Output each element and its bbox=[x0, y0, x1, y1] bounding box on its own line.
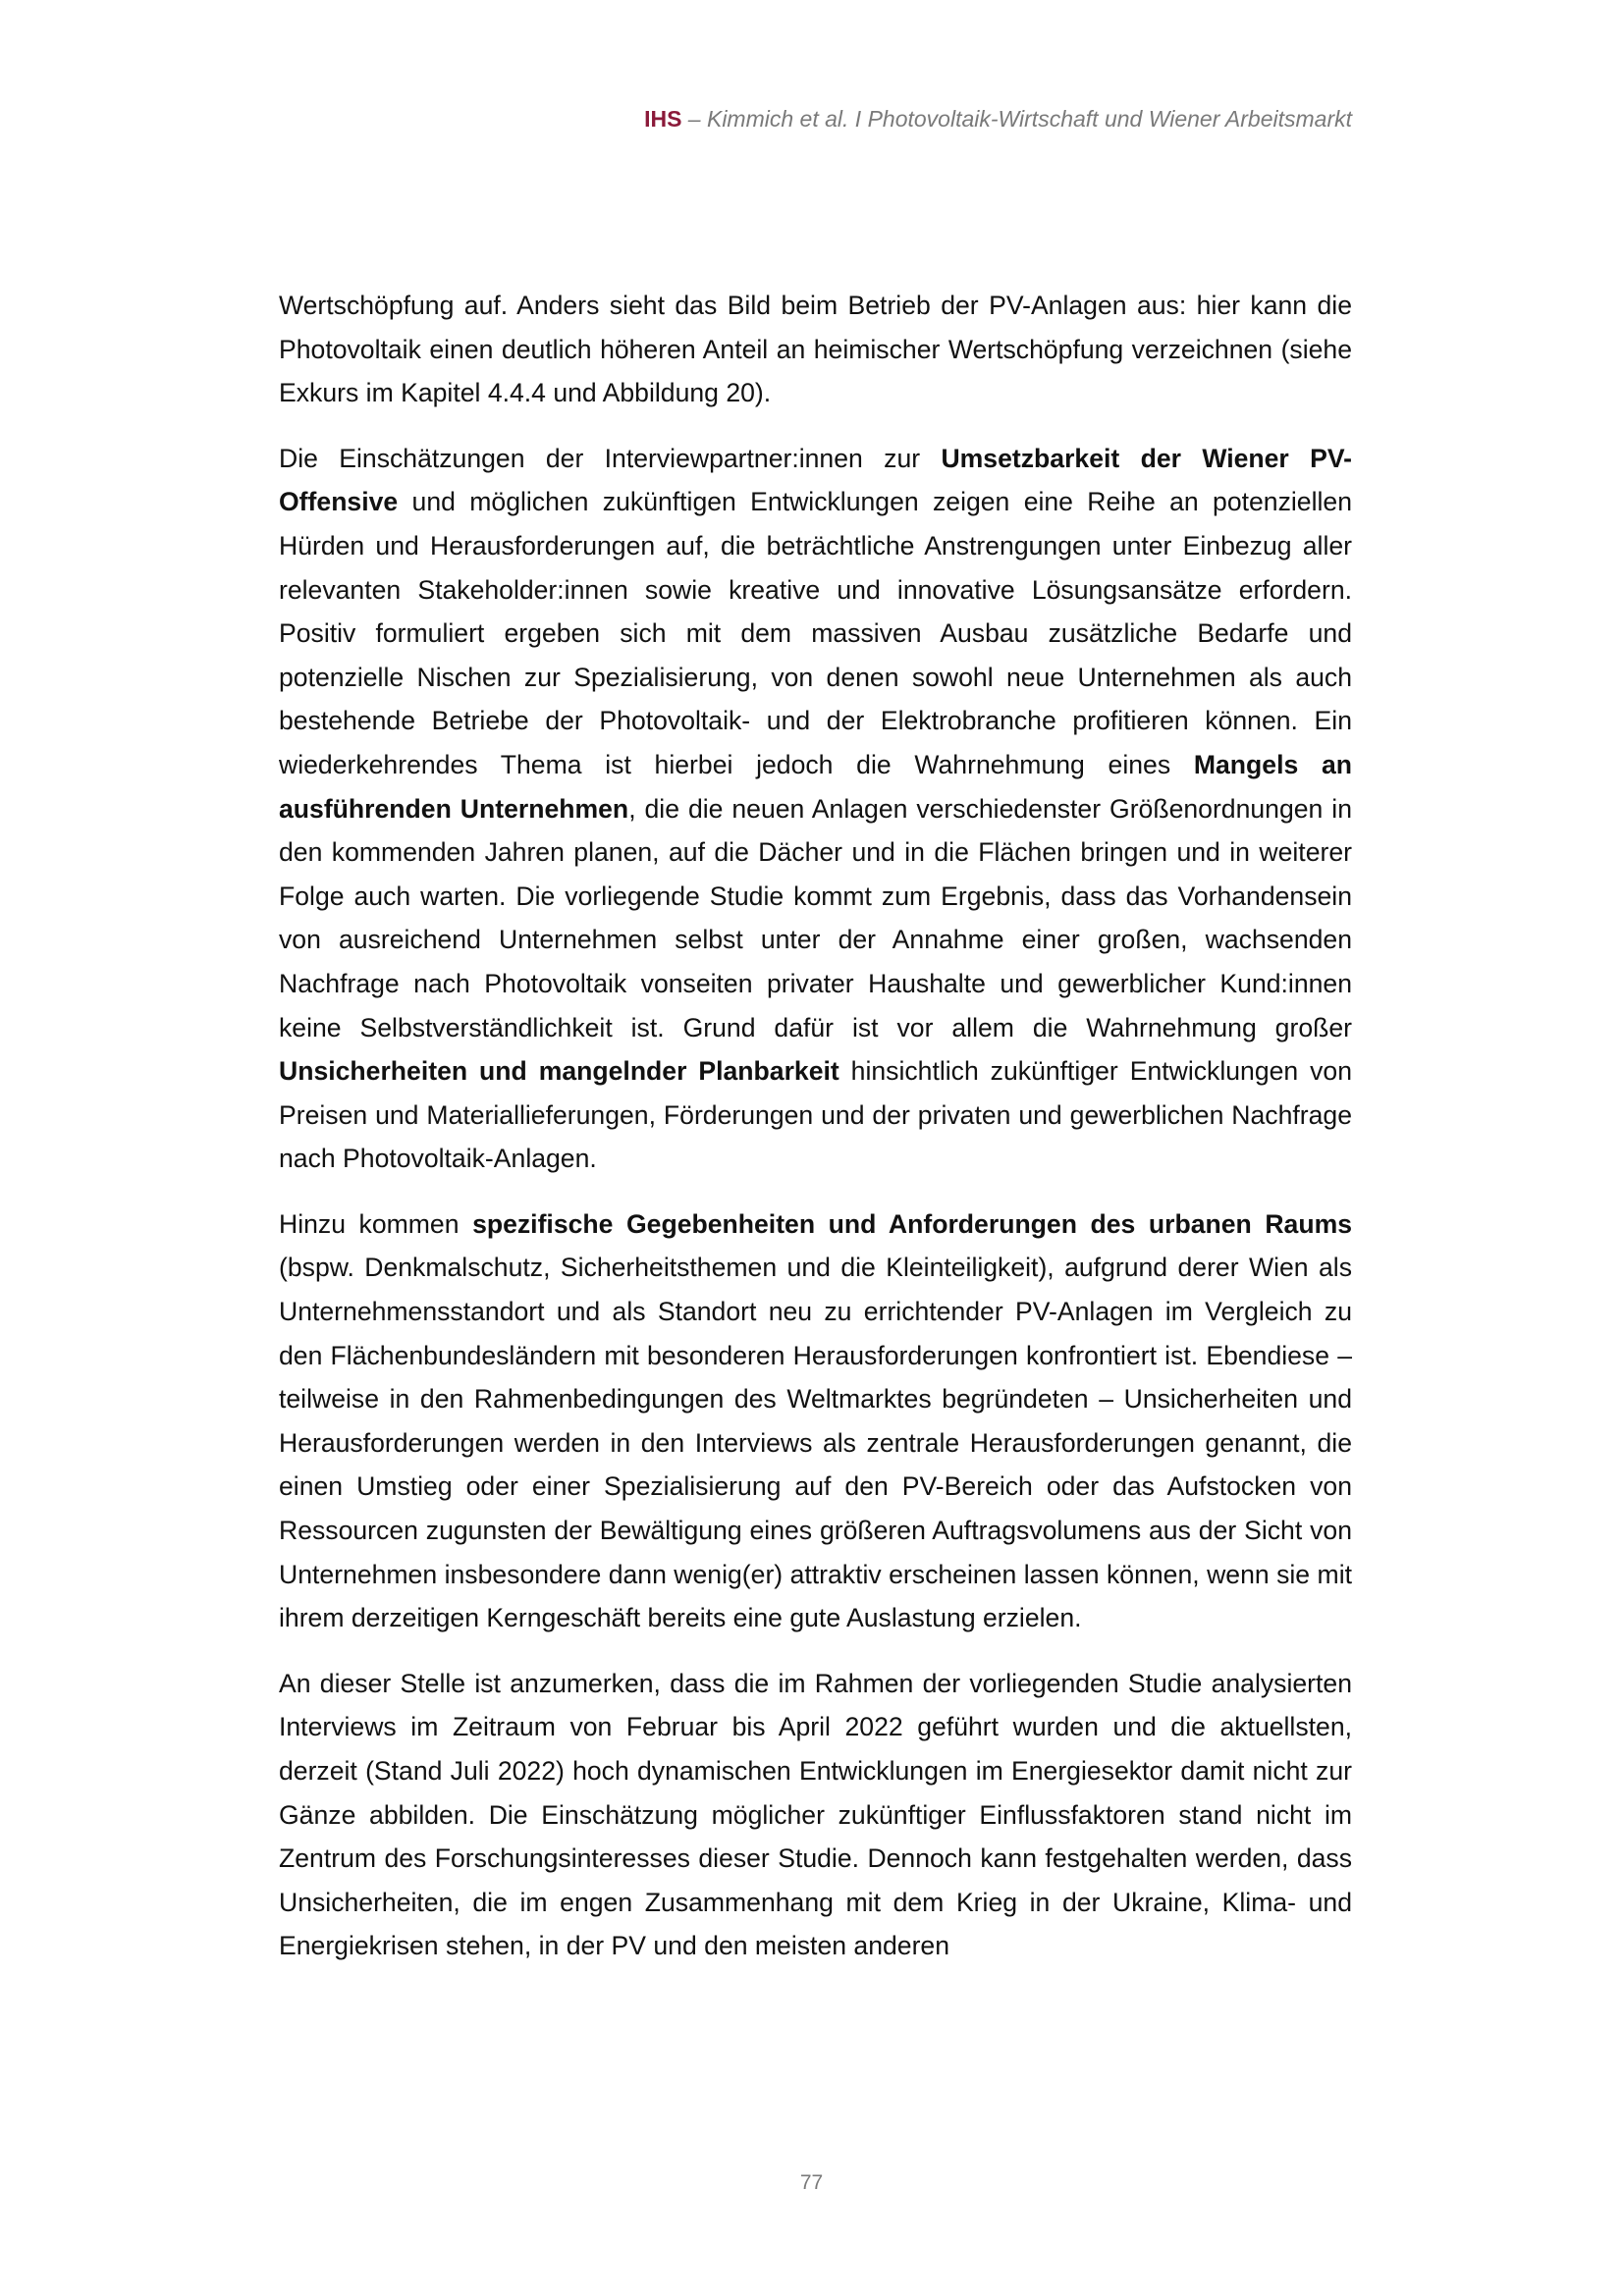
paragraph bbox=[279, 1662, 1352, 1968]
header-separator: – bbox=[681, 106, 707, 132]
running-header bbox=[644, 106, 1352, 133]
text-run: Die Einschätzungen der Interviewpartner:innen zur bbox=[279, 443, 942, 473]
page-number: 77 bbox=[799, 2171, 824, 2194]
body-text bbox=[279, 284, 1352, 1990]
emphasis-text: spezifische Gegebenheiten und Anforderungen des urbanen Raums bbox=[472, 1208, 1352, 1239]
header-citation: Kimmich et al. I Photovoltaik-Wirtschaft und Wiener Arbeitsmarkt bbox=[706, 106, 1352, 132]
emphasis-text: Mangels an ausführenden Unternehmen bbox=[279, 749, 1352, 824]
header-org: IHS bbox=[644, 106, 682, 132]
text-run: und möglichen zukünftigen Entwicklungen zeigen eine Reihe an potenziellen Hürden und Herausforderungen auf, die beträchtliche Anstrengungen unter Einbezug aller relevanten Stakeholder:innen sowie kreative und innovative Lösungsansätze erfordern. Positiv formuliert ergeben sich mit dem massiven Ausbau zusätzliche Bedarfe und potenzielle Nischen zur Spezialisierung, von denen sowohl neue Unternehmen als auch bestehende Betriebe der Photovoltaik- und der Elektrobranche profitieren können. Ein wiederkehrendes Thema ist hierbei jedoch die Wahrnehmung eines bbox=[279, 487, 1352, 779]
text-run: Hinzu kommen bbox=[279, 1208, 473, 1239]
text-run: hinsichtlich zukünftiger Entwicklungen von Preisen und Materiallieferungen, Förderungen und der privaten und gewerblichen Nachfrage nach Photovoltaik-Anlagen. bbox=[279, 1056, 1352, 1174]
paragraph bbox=[279, 437, 1352, 1181]
paragraph bbox=[279, 1202, 1352, 1640]
text-run: An dieser Stelle ist anzumerken, dass die im Rahmen der vorliegenden Studie analysierten Interviews im Zeitraum von Februar bis April 2022 geführt wurden und die aktuellsten, derzeit (Stand Juli 2022) hoch dynamischen Entwicklungen im Energiesektor damit nicht zur Gänze abbilden. Die Einschätzung möglicher zukünftiger Einflussfaktoren stand nicht im Zentrum des Forschungsinteresses dieser Studie. Dennoch kann festgehalten werden, dass Unsicherheiten, die im engen Zusammenhang mit dem Krieg in der Ukraine, Klima- und Energiekrisen stehen, in der PV und den meisten anderen bbox=[279, 1668, 1352, 1961]
emphasis-text: Unsicherheiten und mangelnder Planbarkeit bbox=[279, 1056, 839, 1087]
paragraph bbox=[279, 284, 1352, 415]
text-run: Wertschöpfung auf. Anders sieht das Bild beim Betrieb der PV-Anlagen aus: hier kann die Photovoltaik einen deutlich höheren Anteil an heimischer Wertschöpfung verzeichnen (siehe Exkurs im Kapitel 4.4.4 und Abbildung 20). bbox=[279, 291, 1352, 408]
emphasis-text: Umsetzbarkeit der Wiener PV-Offensive bbox=[279, 443, 1352, 517]
text-run: (bspw. Denkmalschutz, Sicherheitsthemen und die Kleinteiligkeit), aufgrund derer Wien als Unternehmensstandort und als Standort neu zu errichtender PV-Anlagen im Vergleich zu den Flächenbundesländern mit besonderen Herausforderungen konfrontiert ist. Ebendiese – teilweise in den Rahmenbedingungen des Weltmarktes begründeten – Unsicherheiten und Herausforderungen werden in den Interviews als zentrale Herausforderungen genannt, die einen Umstieg oder einer Spezialisierung auf den PV-Bereich oder das Aufstocken von Ressourcen zugunsten der Bewältigung eines größeren Auftragsvolumens aus der Sicht von Unternehmen insbesondere dann wenig(er) attraktiv erscheinen lassen können, wenn sie mit ihrem derzeitigen Kerngeschäft bereits eine gute Auslastung erzielen. bbox=[279, 1253, 1352, 1633]
text-run: , die die neuen Anlagen verschiedenster Größenordnungen in den kommenden Jahren planen, auf die Dächer und in die Flächen bringen und in weiterer Folge auch warten. Die vorliegende Studie kommt zum Ergebnis, dass das Vorhandensein von ausreichend Unternehmen selbst unter der Annahme einer großen, wachsenden Nachfrage nach Photovoltaik vonseiten privater Haushalte und gewerblicher Kund:innen keine Selbstverständlichkeit ist. Grund dafür ist vor allem die Wahrnehmung großer bbox=[279, 793, 1352, 1042]
